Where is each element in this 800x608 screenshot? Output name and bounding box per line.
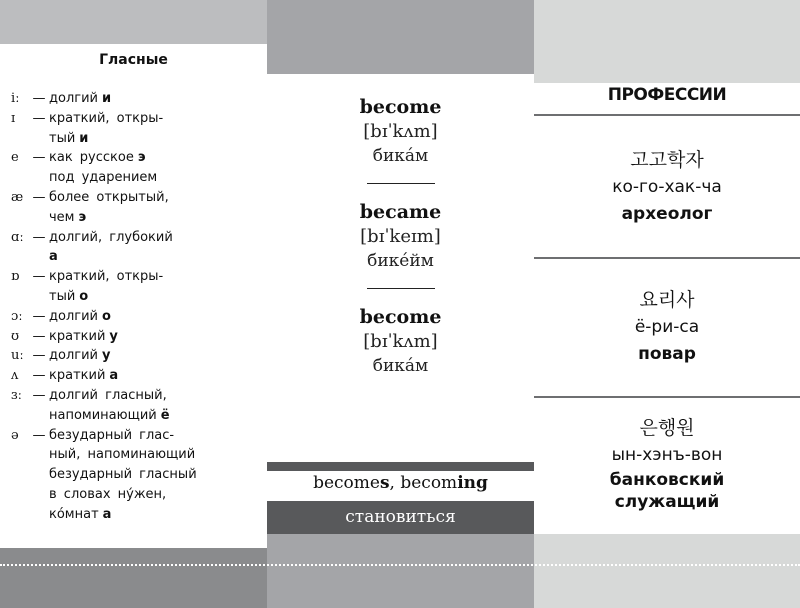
vowel-description xyxy=(49,465,223,485)
vowel-row xyxy=(11,307,223,327)
vowel-row xyxy=(11,346,223,366)
vowel-row-continued xyxy=(11,129,223,149)
vowel-description-text: долгий xyxy=(49,91,98,106)
word-english: become xyxy=(359,306,442,328)
vowel-description xyxy=(49,168,223,188)
vowel-description xyxy=(49,228,223,248)
vowel-description-text: в словах нýжен, xyxy=(49,486,167,502)
vowel-description xyxy=(49,287,223,307)
vowels-panel xyxy=(0,0,267,608)
profession-1 xyxy=(534,146,800,227)
vowel-equivalent: э xyxy=(78,209,87,225)
word-card-panel xyxy=(267,0,534,608)
vowel-symbol: ə xyxy=(11,427,19,443)
vowel-description-text: долгий гласный, xyxy=(49,387,167,403)
profession-korean: 고고학자 xyxy=(630,149,704,171)
word-form-1 xyxy=(267,95,534,169)
vowel-row xyxy=(11,426,223,446)
derived-forms xyxy=(267,473,534,493)
vowel-description-text: безударный глас- xyxy=(49,427,175,443)
vowel-row xyxy=(11,386,223,406)
vowel-equivalent: ё xyxy=(160,407,170,423)
word-english: become xyxy=(359,96,442,118)
vowel-description xyxy=(49,426,223,446)
vowel-description-text: долгий, глубокий xyxy=(49,229,173,245)
form-s-suffix: s xyxy=(379,473,390,493)
vowel-description xyxy=(49,386,223,406)
vowel-symbol xyxy=(11,445,29,465)
word-transcription: [bɪˈkeɪm] xyxy=(360,226,441,247)
vowel-row xyxy=(11,148,223,168)
vowel-dash: — xyxy=(32,348,46,364)
vowel-dash: — xyxy=(32,328,46,344)
vowel-symbol xyxy=(11,406,29,426)
vowel-equivalent: э xyxy=(137,150,146,166)
divider xyxy=(534,114,800,116)
divider xyxy=(534,257,800,259)
vowel-symbol xyxy=(11,485,29,505)
vowel-symbol: uː xyxy=(11,348,24,364)
vowel-dash: — xyxy=(32,150,46,166)
vowel-row xyxy=(11,89,223,109)
vowel-description xyxy=(49,485,223,505)
vowel-symbol: ɔː xyxy=(11,308,23,324)
vowel-description-text: чем xyxy=(49,209,75,225)
vowel-dash: — xyxy=(32,387,46,403)
vowel-equivalent: а xyxy=(49,249,58,265)
divider xyxy=(367,288,435,289)
vowel-equivalent: и xyxy=(79,130,89,146)
vowel-symbol xyxy=(11,208,29,228)
vowel-row xyxy=(11,228,223,248)
vowel-description-text: долгий xyxy=(49,308,98,324)
professions-bottom-band xyxy=(534,534,800,608)
vowel-row-continued xyxy=(11,208,223,228)
profession-transliteration: ё-ри-са xyxy=(634,317,700,337)
vowel-dash xyxy=(29,208,49,228)
vowel-symbol xyxy=(11,168,29,188)
vowel-dash xyxy=(29,465,49,485)
vowel-dash: — xyxy=(32,189,46,205)
profession-russian: повар xyxy=(638,344,696,364)
fold-line xyxy=(0,564,800,566)
vowels-bottom-band xyxy=(0,548,267,608)
vowel-description-text: долгий xyxy=(49,348,98,364)
vowel-dash xyxy=(29,129,49,149)
vowel-dash: — xyxy=(32,308,46,324)
vowel-description-text: более открытый, xyxy=(49,189,169,205)
vowel-symbol xyxy=(11,505,29,525)
profession-3 xyxy=(534,414,800,513)
vowel-description-text: под ударением xyxy=(49,170,158,186)
vowel-description-text: тый xyxy=(49,288,76,304)
vowel-dash xyxy=(29,247,49,267)
forms-bar xyxy=(267,462,534,471)
vowel-description-text: краткий xyxy=(49,328,106,344)
vowel-row-continued xyxy=(11,406,223,426)
vowel-symbol xyxy=(11,465,29,485)
vowel-description-text: тый xyxy=(49,130,76,146)
divider xyxy=(367,183,435,184)
vowel-symbol xyxy=(11,287,29,307)
profession-transliteration: ко-го-хак-ча xyxy=(612,177,722,197)
vowel-description xyxy=(49,208,223,228)
vowel-symbol xyxy=(11,129,29,149)
form-s-base: become xyxy=(313,473,380,493)
word-russian-reading: бикáм xyxy=(372,356,429,376)
word-card-bottom-band xyxy=(267,534,534,608)
divider xyxy=(534,396,800,398)
profession-russian-line-2: служащий xyxy=(614,492,720,512)
vowel-dash xyxy=(29,445,49,465)
vowel-description xyxy=(49,445,223,465)
vowel-equivalent: и xyxy=(101,91,112,106)
word-english: became xyxy=(359,201,442,223)
vowel-description xyxy=(49,247,223,267)
vowel-dash: — xyxy=(32,269,46,285)
vowel-symbol: ʌ xyxy=(11,368,19,384)
vowel-dash xyxy=(29,406,49,426)
vowel-equivalent: о xyxy=(101,308,111,324)
vowel-equivalent: у xyxy=(109,328,118,344)
vowel-dash xyxy=(29,485,49,505)
vowel-row-continued xyxy=(11,168,223,188)
vowel-description-text: краткий, откры- xyxy=(49,269,164,285)
profession-korean: 요리사 xyxy=(639,289,695,311)
vowel-dash xyxy=(29,505,49,525)
vowel-description-text: безударный гласный xyxy=(49,467,197,483)
vowel-description-text: краткий xyxy=(49,368,106,384)
vowel-list xyxy=(11,89,223,525)
vowel-description xyxy=(49,505,223,525)
profession-korean: 은행원 xyxy=(639,417,695,439)
vowel-description xyxy=(49,148,223,168)
form-ing-base: , becom xyxy=(389,473,458,493)
vowel-dash: — xyxy=(32,110,46,126)
vowel-row xyxy=(11,366,223,386)
vowel-row xyxy=(11,109,223,129)
vowel-description xyxy=(49,346,223,366)
vowel-row xyxy=(11,267,223,287)
word-russian-reading: бикéйм xyxy=(367,251,434,271)
vowel-row-continued xyxy=(11,287,223,307)
profession-russian: археолог xyxy=(621,204,713,224)
vowel-symbol: e xyxy=(11,150,19,166)
vowel-description-text: напоминающий xyxy=(49,407,157,423)
profession-russian: банковский xyxy=(609,470,725,490)
professions-panel xyxy=(534,0,800,608)
vowel-dash: — xyxy=(32,91,46,106)
vowel-equivalent: а xyxy=(109,368,119,384)
word-form-2 xyxy=(267,200,534,274)
word-form-3 xyxy=(267,305,534,379)
vowel-description xyxy=(49,109,223,129)
vowel-symbol: æ xyxy=(11,189,24,205)
form-ing-suffix: ing xyxy=(457,473,488,493)
professions-top-band xyxy=(534,0,800,83)
word-transcription: [bɪˈkʌm] xyxy=(363,121,438,142)
vowel-equivalent: о xyxy=(79,288,89,304)
vowel-dash: — xyxy=(32,229,46,245)
vowel-row-continued xyxy=(11,465,223,485)
vowel-equivalent: у xyxy=(101,348,111,364)
word-transcription: [bɪˈkʌm] xyxy=(363,331,438,352)
vowel-symbol xyxy=(11,247,29,267)
vowel-description-text: ный, напоминающий xyxy=(49,447,196,463)
word-forms xyxy=(267,95,534,379)
vowels-top-band xyxy=(0,0,267,44)
word-russian-reading: бикáм xyxy=(372,146,429,166)
vowel-row xyxy=(11,327,223,347)
profession-transliteration: ын-хэнъ-вон xyxy=(611,445,723,465)
profession-2 xyxy=(534,286,800,367)
word-card-top-band xyxy=(267,0,534,74)
professions-title: ПРОФЕССИИ xyxy=(607,85,727,105)
vowel-symbol: ɜː xyxy=(11,387,22,403)
vowel-description xyxy=(49,327,223,347)
vowel-row-continued xyxy=(11,505,223,525)
vowel-row-continued xyxy=(11,445,223,465)
vowel-description xyxy=(49,188,223,208)
vowel-description xyxy=(49,406,223,426)
vowel-description xyxy=(49,307,223,327)
vowel-dash: — xyxy=(32,427,46,443)
vowel-dash xyxy=(29,287,49,307)
vowel-dash: — xyxy=(32,368,46,384)
vowel-symbol: ɑː xyxy=(11,229,24,245)
vowel-description xyxy=(49,366,223,386)
vowel-dash xyxy=(29,168,49,188)
vowel-symbol: iː xyxy=(11,91,20,106)
vowel-row-continued xyxy=(11,485,223,505)
vowel-symbol: ɪ xyxy=(11,110,16,126)
vowel-description-text: как русское xyxy=(49,150,134,166)
translation: становиться xyxy=(345,507,456,527)
vowel-row-continued xyxy=(11,247,223,267)
vowel-row xyxy=(11,188,223,208)
vowel-symbol: ɒ xyxy=(11,269,20,285)
vowel-description xyxy=(49,129,223,149)
vowel-description xyxy=(49,267,223,287)
vowel-description-text: краткий, откры- xyxy=(49,110,164,126)
vowel-equivalent: а xyxy=(102,506,112,522)
vowel-description-text: кóмнат xyxy=(49,506,99,522)
vowel-symbol: ʊ xyxy=(11,328,20,344)
vowels-title: Гласные xyxy=(99,52,168,68)
vowel-description xyxy=(49,89,223,109)
